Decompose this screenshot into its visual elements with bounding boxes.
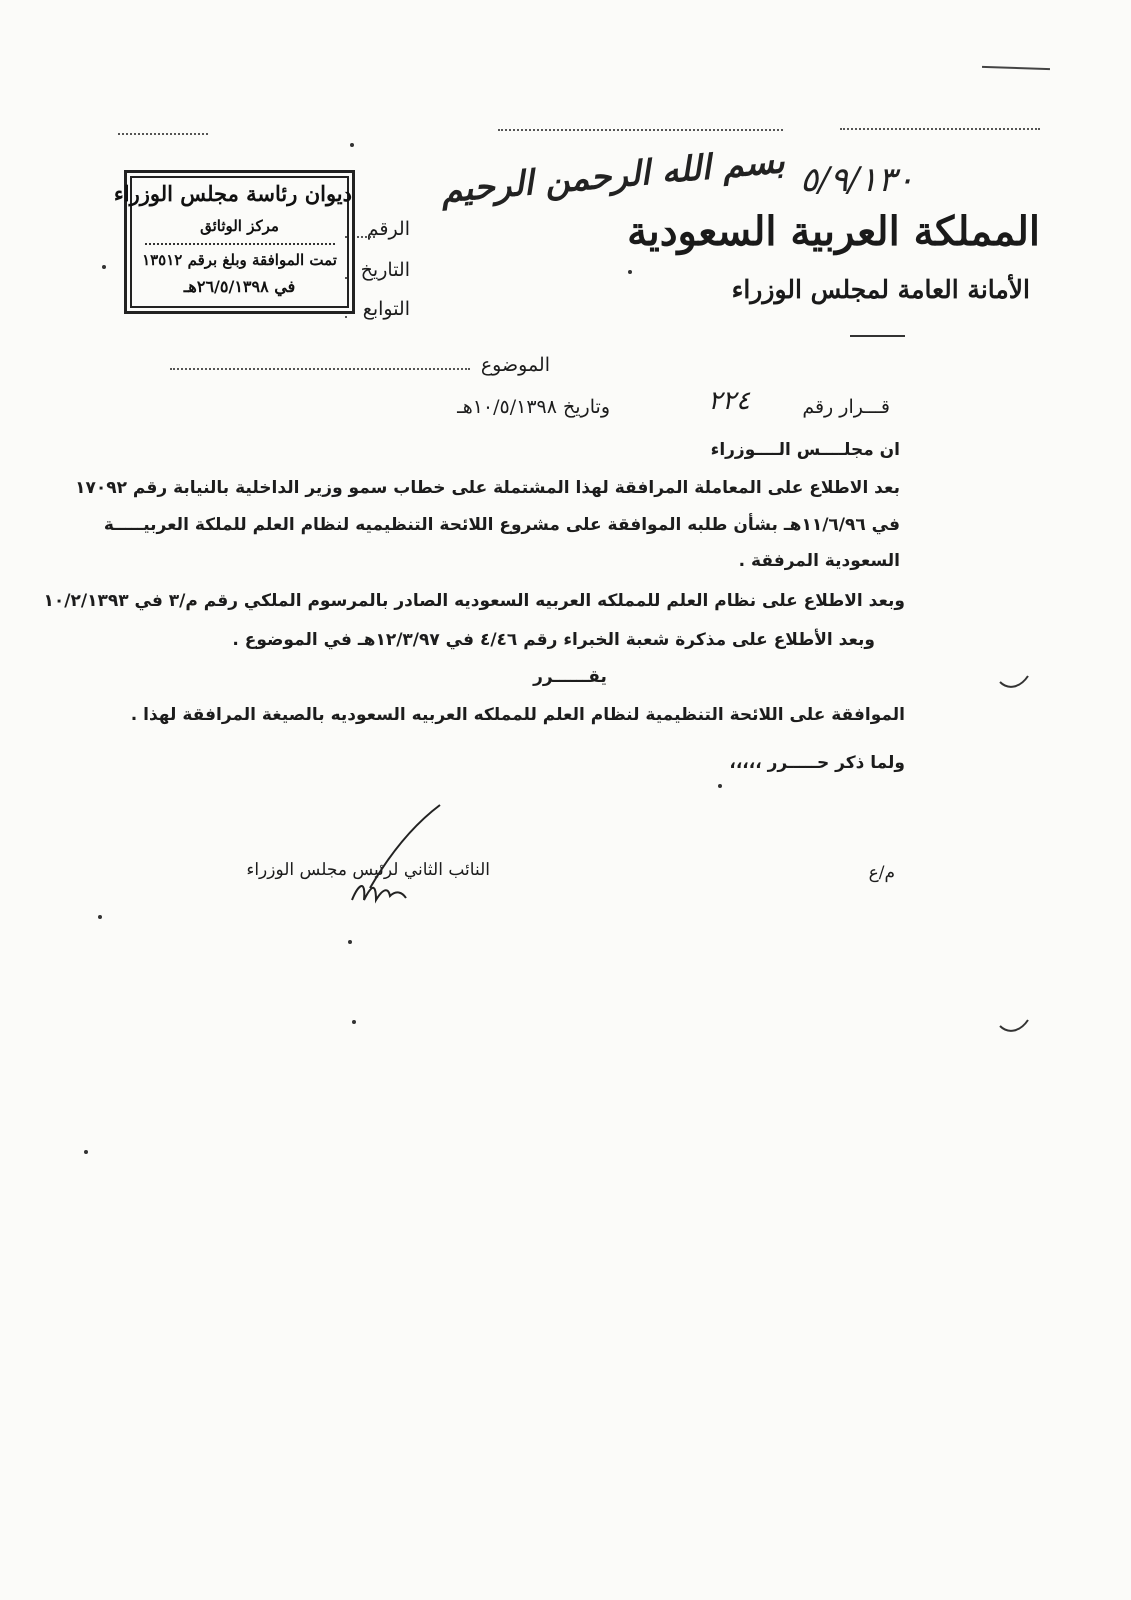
stamp-divider — [145, 243, 335, 245]
speck — [628, 270, 632, 274]
decides-heading: يقــــــرر — [533, 667, 607, 687]
speck — [350, 143, 354, 147]
attachments-label: التوابع — [362, 298, 410, 320]
stamp-approval-number: تمت الموافقة وبلغ برقم ١٣٥١٢ — [142, 251, 337, 269]
decision-header — [360, 386, 890, 428]
speck — [718, 784, 722, 788]
date-label: التاريخ — [360, 259, 410, 281]
corner-rule — [982, 66, 1050, 70]
body-line-5: وبعد الأطلاع على مذكرة شعبة الخبراء رقم ٤/٤٦ في ١٢/٣/٩٧هـ في الموضوع . — [232, 630, 875, 650]
stamp-center-name: مركز الوثائق — [200, 217, 279, 235]
signature-mark — [340, 800, 450, 910]
speck — [84, 1150, 88, 1154]
secretariat-heading: الأمانة العامة لمجلس الوزراء — [731, 275, 1030, 304]
subject-dotted-line — [170, 368, 470, 370]
handwritten-reference-number: ٥/٩/١٣٠ — [800, 160, 915, 200]
subject-label: الموضوع — [480, 354, 550, 376]
signatory-title: النائب الثاني لرئيس مجلس الوزراء — [246, 860, 490, 880]
body-line-1: بعد الاطلاع على المعاملة المرافقة لهذا المشتملة على خطاب سمو وزير الداخلية بالنيابة رقم ١٧٠٩٢ — [75, 478, 900, 498]
heading-underline — [850, 335, 905, 337]
top-dotted-rule-right — [840, 128, 1040, 130]
number-label: الرقم — [366, 218, 410, 240]
speck — [348, 940, 352, 944]
top-dotted-rule-left — [118, 133, 208, 135]
body-line-3: السعودية المرفقة . — [738, 551, 900, 571]
document-center-stamp — [113, 170, 355, 314]
speck — [98, 915, 102, 919]
council-opening: ان مجلــــس الــــوزراء — [710, 440, 900, 460]
decision-date: وتاريخ ١٠/٥/١٣٩٨هـ — [457, 396, 610, 418]
stamp-approval-date: في ٢٦/٥/١٣٩٨هـ — [183, 277, 296, 296]
basmala: بسم الله الرحمن الرحيم — [439, 141, 787, 212]
kingdom-heading: المملكة العربية السعودية — [627, 208, 1040, 255]
attachments-dotted-line — [345, 316, 347, 318]
speck — [352, 1020, 356, 1024]
speck — [102, 265, 106, 269]
decision-label: قـــرار رقم — [802, 396, 890, 418]
approval-clause: الموافقة على اللائحة التنظيمية لنظام العلم للمملكه العربيه السعوديه بالصيغة المرافقة لهذا . — [130, 705, 905, 725]
decision-number: ٢٢٤ — [708, 386, 750, 416]
stamp-office-name: ديوان رئاسة مجلس الوزراء — [113, 181, 352, 206]
body-line-4: وبعد الاطلاع على نظام العلم للمملكه العربيه السعوديه الصادر بالمرسوم الملكي رقم م/٣ في ١٠/٢/١٣٩٣ — [43, 591, 905, 611]
margin-hook-mark-1 — [998, 668, 1030, 692]
typist-initials: م/ع — [868, 863, 895, 883]
margin-hook-mark-2 — [998, 1012, 1030, 1036]
closing-phrase: ولما ذكر حـــــرر ،،،،، — [729, 753, 905, 773]
body-line-2: في ١١/٦/٩٦هـ بشأن طلبه الموافقة على مشروع اللائحة التنظيميه لنظام العلم للملكة العربيـــــة — [103, 515, 900, 535]
top-dotted-rule-middle — [498, 129, 783, 131]
